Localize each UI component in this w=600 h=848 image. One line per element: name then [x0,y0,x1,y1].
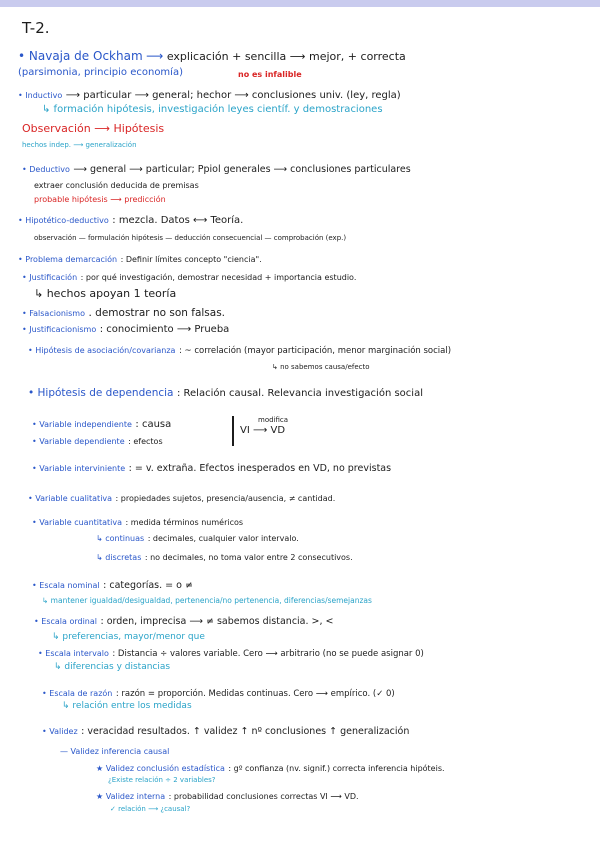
justificacionismo-line [22,322,229,336]
interviniente-line [32,461,391,475]
deductivo-def: ⟶ general ⟶ particular; Ppiol generales ⟶ conclusiones particulares [73,164,411,175]
inductivo-term: • Inductivo [18,91,63,100]
deductivo-sub2-left: probable hipótesis [34,195,108,204]
validez-estad-def: : gº confianza (nv. signif.) correcta inferencia hipóteis. [228,764,445,773]
discretas-def: : no decimales, no toma valor entre 2 consecutivos. [144,553,353,562]
validez-inferencia: — Validez inferencia causal [60,747,170,756]
nominal-line [32,578,193,592]
cuantitativa-term: • Variable cuantitativa [32,518,123,527]
razon-def: : razón = proporción. Medidas continuas. Cero ⟶ empírico. (✓ 0) [115,689,395,699]
falsacionismo-term: • Falsacionismo [22,309,85,318]
asociacion-def: : ~ correlación (mayor participación, menor marginación social) [178,346,452,356]
validez-interna-term: ★ Validez interna [96,792,166,801]
razon-sub: ↳ relación entre los medidas [62,701,192,711]
continuas-term: ↳ continuas [96,534,145,543]
ordinal-def: : orden, imprecisa ⟶ ≠ sabemos distancia. >, < [100,616,334,627]
justificacionismo-def: : conocimiento ⟶ Prueba [99,324,230,335]
validez-interna-line [96,789,359,803]
justificacion-term: • Justificación [22,273,78,282]
observacion-note-arrow: ⟶ [73,141,84,149]
interviniente-def: : = v. extraña. Efectos inesperados en VD, no previstas [128,463,392,474]
intervalo-line [38,646,424,661]
vd-def: : efectos [128,437,163,446]
navaja-note: no es infalible [238,70,302,79]
discretas-line [96,550,353,564]
nominal-sub: ↳ mantener igualdad/desigualdad, pertenencia/no pertenencia, diferencias/semejanzas [42,596,372,605]
top-color-bar [0,0,600,7]
vi-vd-right: VD [270,425,286,436]
asociacion-term: • Hipótesis de asociación/covarianza [28,346,176,355]
hipotetico-line [18,213,243,227]
validez-interna-sub: ✓ relación ⟶ ¿causal? [110,805,191,813]
cualitativa-line [28,491,335,505]
observacion-note-left: hechos indep. [22,141,71,149]
vi-vd-arrow: ⟶ [252,425,268,436]
validez-interna-def: : probabilidad conclusiones correctas VI ⟶ VD. [168,792,359,801]
validez-term: • Validez [42,727,78,736]
dependencia-line [28,386,423,400]
navaja-paren: (parsimonia, principio economía) [18,67,183,78]
deductivo-term: • Deductivo [22,165,70,174]
vd-line [32,434,163,448]
validez-estad-term: ★ Validez conclusión estadística [96,764,225,773]
navaja-def: explicación + sencilla ⟶ mejor, + correcta [166,50,406,63]
justificacion-def: : por qué investigación, demostrar necesidad + importancia estudio. [80,273,357,282]
deductivo-line [22,162,411,176]
vi-def: : causa [135,419,172,430]
nominal-term: • Escala nominal [32,581,100,590]
navaja-line [18,50,406,63]
observacion-note-right: generalización [85,141,137,149]
ordinal-line [34,614,334,628]
cualitativa-term: • Variable cualitativa [28,494,113,503]
interviniente-term: • Variable interviniente [32,464,126,473]
page-title: T-2. [22,19,50,37]
inductivo-def: ⟶ particular ⟶ general; hechor ⟶ conclusiones univ. (ley, regla) [65,90,401,101]
vd-term: • Variable dependiente [32,437,125,446]
hipotetico-sub: observación — formulación hipótesis — deducción consecuencial — comprobación (exp.) [34,234,347,242]
observacion-note [22,139,137,152]
demarcacion-term: • Problema demarcación [18,255,118,264]
validez-estad-sub: ¿Existe relación ÷ 2 variables? [108,776,216,784]
navaja-arrow: ⟶ [146,49,164,63]
validez-estad-line [96,761,445,775]
asociacion-line [28,343,451,358]
demarcacion-def: : Definir límites concepto "ciencia". [120,255,262,264]
deductivo-sub2-arrow: ⟶ [110,195,122,204]
deductivo-sub2-right: predicción [124,195,166,204]
dependencia-term: • Hipótesis de dependencia [28,387,174,399]
inductivo-sub: ↳ formación hipótesis, investigación leyes científ. y demostraciones [42,104,383,115]
vi-line [32,417,171,431]
cualitativa-def: : propiedades sujetos, presencia/ausencia, ≠ cantidad. [115,494,336,503]
continuas-line [96,531,299,545]
falsacionismo-def: . demostrar no son falsas. [88,307,226,319]
falsacionismo-line [22,306,225,320]
intervalo-def: : Distancia ÷ valores variable. Cero ⟶ arbitrario (no se puede asignar 0) [112,649,424,659]
cuantitativa-def: : medida términos numéricos [125,518,244,527]
vi-term: • Variable independiente [32,420,132,429]
deductivo-sub1: extraer conclusión deducida de premisas [34,181,199,190]
razon-line [42,686,395,701]
intervalo-term: • Escala intervalo [38,649,109,658]
demarcacion-line [18,252,262,266]
intervalo-sub: ↳ diferencias y distancias [54,662,171,672]
razon-term: • Escala de razón [42,689,113,698]
deductivo-sub2 [34,193,166,206]
discretas-term: ↳ discretas [96,553,142,562]
validez-def: : veracidad resultados. ↑ validez ↑ nº conclusiones ↑ generalización [81,726,410,737]
justificacion-sub: ↳ hechos apoyan 1 teoría [34,287,177,300]
justificacionismo-term: • Justificacionismo [22,325,97,334]
asociacion-sub: ↳ no sabemos causa/efecto [272,363,370,371]
observacion-line [22,122,164,135]
nominal-def: : categorías. = o ≠ [103,580,193,591]
justificacion-line [22,270,356,284]
hipotetico-def: : mezcla. Datos ⟷ Teoría. [112,215,244,226]
hipotetico-term: • Hipotético-deductivo [18,216,109,225]
vi-vd-bracket [232,416,234,446]
observacion-right: Hipótesis [113,122,165,135]
inductivo-line [18,88,401,102]
vi-vd-left: VI [240,425,250,436]
observacion-arrow: ⟶ [94,122,110,135]
continuas-def: : decimales, cualquier valor intervalo. [147,534,299,543]
observacion-left: Observación [22,122,91,135]
cuantitativa-line [32,515,243,529]
vi-vd-over: modifica [258,416,289,424]
ordinal-term: • Escala ordinal [34,617,97,626]
validez-line [42,724,409,738]
ordinal-sub: ↳ preferencias, mayor/menor que [52,632,205,642]
navaja-term: • Navaja de Ockham [18,49,143,63]
dependencia-def: : Relación causal. Relevancia investigación social [176,388,423,399]
